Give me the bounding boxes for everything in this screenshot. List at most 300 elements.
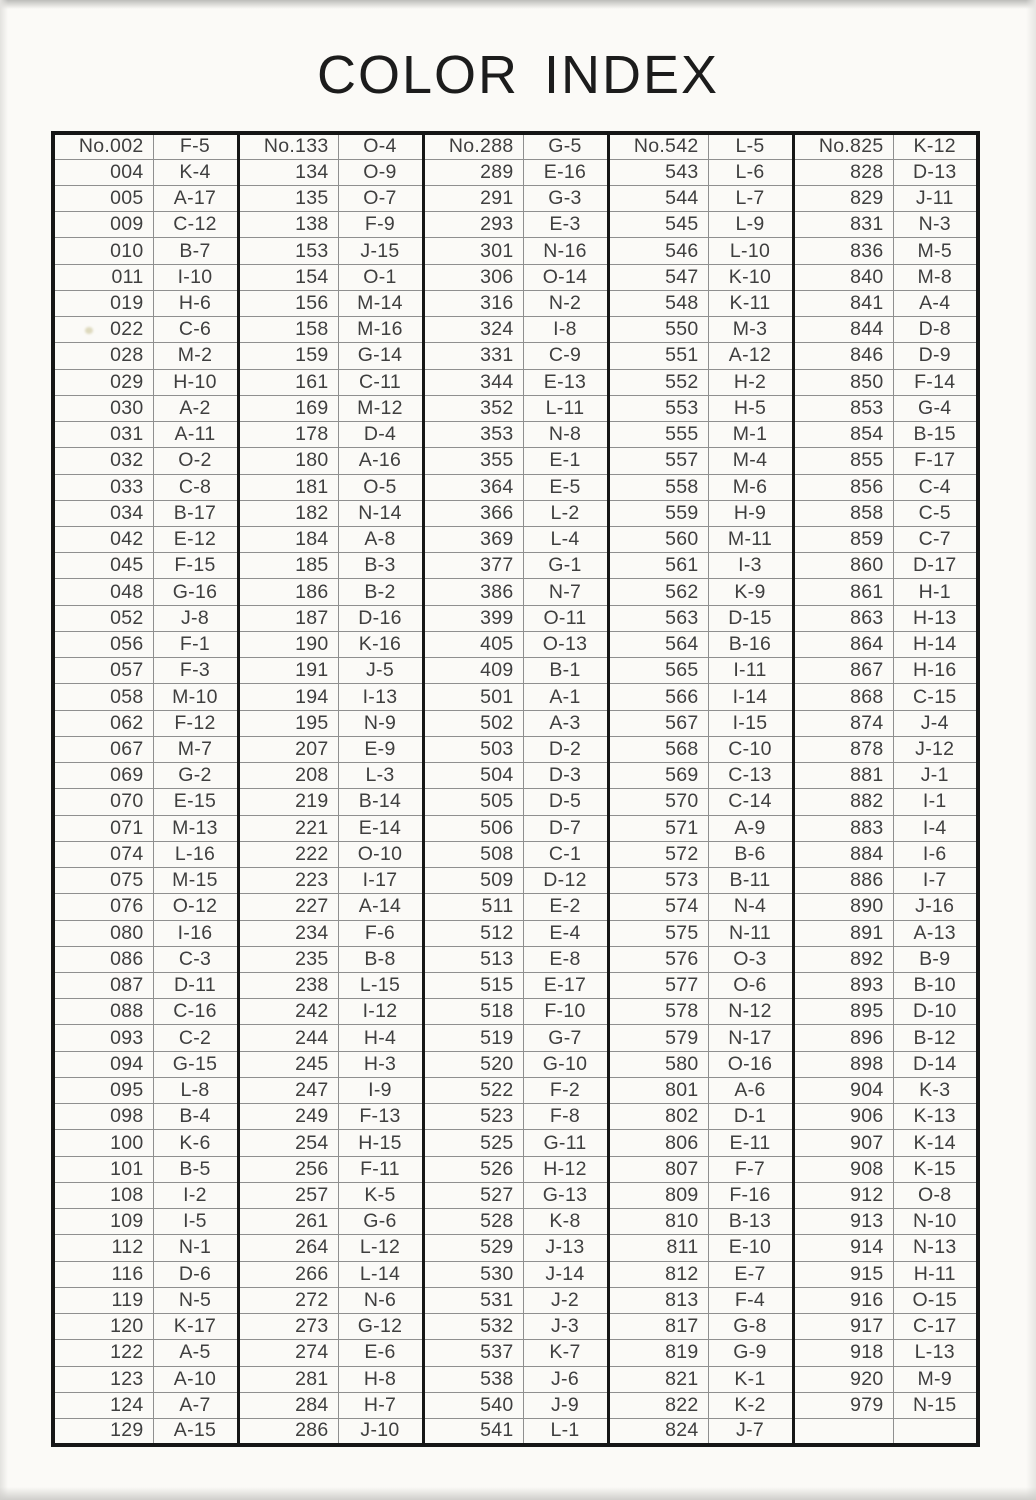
color-number-cell: 222 — [238, 841, 338, 867]
color-code-cell: I-16 — [153, 920, 238, 946]
color-code-cell: B-3 — [338, 553, 423, 579]
color-code-cell: B-13 — [708, 1209, 793, 1235]
color-code-cell: F-8 — [523, 1104, 608, 1130]
color-number-cell: 548 — [608, 290, 708, 316]
color-code-cell: A-7 — [153, 1392, 238, 1418]
color-code-cell: K-16 — [338, 631, 423, 657]
color-number-cell: 256 — [238, 1156, 338, 1182]
color-number-cell: 519 — [423, 1025, 523, 1051]
color-code-cell: I-1 — [893, 789, 978, 815]
color-number-cell: 070 — [53, 789, 153, 815]
color-number-cell: 819 — [608, 1340, 708, 1366]
color-code-cell: N-10 — [893, 1209, 978, 1235]
color-number-cell: 530 — [423, 1261, 523, 1287]
color-number-cell: 301 — [423, 238, 523, 264]
color-code-cell: F-1 — [153, 631, 238, 657]
color-number-cell: 109 — [53, 1209, 153, 1235]
color-code-cell: D-3 — [523, 763, 608, 789]
color-number-cell: 846 — [793, 343, 893, 369]
color-code-cell: A-6 — [708, 1077, 793, 1103]
color-number-cell: 844 — [793, 317, 893, 343]
color-code-cell: D-5 — [523, 789, 608, 815]
color-index-table — [51, 131, 980, 1447]
color-number-cell: 005 — [53, 185, 153, 211]
color-code-cell: A-3 — [523, 710, 608, 736]
color-code-cell: I-6 — [893, 841, 978, 867]
color-number-cell: 512 — [423, 920, 523, 946]
table-row — [53, 369, 978, 395]
color-code-cell: K-6 — [153, 1130, 238, 1156]
color-number-cell: 563 — [608, 605, 708, 631]
table-row — [53, 920, 978, 946]
color-code-cell: F-9 — [338, 212, 423, 238]
color-number-cell: 505 — [423, 789, 523, 815]
color-code-cell: M-11 — [708, 527, 793, 553]
color-code-cell: K-12 — [913, 135, 956, 158]
color-number-cell: No.133 — [238, 133, 338, 159]
color-code-cell: O-4 — [338, 133, 423, 159]
color-number-cell: 802 — [608, 1104, 708, 1130]
color-code-cell: J-11 — [893, 185, 978, 211]
color-code-cell: K-10 — [708, 264, 793, 290]
color-code-cell — [893, 1418, 978, 1445]
color-code-cell: M-8 — [893, 264, 978, 290]
color-number-cell: 352 — [423, 395, 523, 421]
color-code-cell: J-16 — [893, 894, 978, 920]
color-code-cell: I-10 — [153, 264, 238, 290]
color-code-cell: I-3 — [708, 553, 793, 579]
color-number-cell: 180 — [238, 448, 338, 474]
color-code-cell: H-6 — [153, 290, 238, 316]
color-code-cell: N-2 — [523, 290, 608, 316]
color-code-cell: N-5 — [153, 1287, 238, 1313]
color-code-cell: H-8 — [338, 1366, 423, 1392]
color-number-cell: 898 — [793, 1051, 893, 1077]
color-number-cell: 544 — [608, 185, 708, 211]
color-number-cell: 892 — [793, 946, 893, 972]
color-number-cell: 071 — [53, 815, 153, 841]
color-number-cell: 522 — [423, 1077, 523, 1103]
color-number-cell: 223 — [238, 868, 338, 894]
color-number-cell: 289 — [423, 159, 523, 185]
color-number-cell: 580 — [608, 1051, 708, 1077]
color-number-cell: 917 — [793, 1314, 893, 1340]
color-number-cell: 867 — [793, 658, 893, 684]
table-row — [53, 1340, 978, 1366]
table-row — [53, 1314, 978, 1340]
color-number-cell: 863 — [793, 605, 893, 631]
color-code-cell: J-8 — [153, 605, 238, 631]
color-number-cell: 080 — [53, 920, 153, 946]
color-code-cell: I-2 — [153, 1182, 238, 1208]
color-number-cell: 158 — [238, 317, 338, 343]
color-number-cell: 022 — [53, 317, 153, 343]
table-row — [53, 212, 978, 238]
color-code-cell: K-4 — [153, 159, 238, 185]
table-row — [53, 185, 978, 211]
color-number-cell: 523 — [423, 1104, 523, 1130]
color-code-cell: A-5 — [153, 1340, 238, 1366]
color-number-cell: 861 — [793, 579, 893, 605]
color-number-cell: 094 — [53, 1051, 153, 1077]
color-code-cell: L-1 — [523, 1418, 608, 1445]
table-row — [53, 133, 978, 159]
color-code-cell: D-12 — [523, 868, 608, 894]
color-number-cell: 386 — [423, 579, 523, 605]
color-code-cell: H-1 — [893, 579, 978, 605]
color-code-cell: B-5 — [153, 1156, 238, 1182]
color-number-cell: 234 — [238, 920, 338, 946]
color-code-cell: O-7 — [338, 185, 423, 211]
color-number-cell: 032 — [53, 448, 153, 474]
color-code-cell: E-17 — [523, 973, 608, 999]
color-code-cell: B-2 — [338, 579, 423, 605]
color-code-cell: G-7 — [523, 1025, 608, 1051]
color-code-cell: D-8 — [893, 317, 978, 343]
color-code-cell: N-8 — [523, 422, 608, 448]
table-row — [53, 1156, 978, 1182]
color-code-cell: M-16 — [338, 317, 423, 343]
table-row — [53, 1182, 978, 1208]
color-code-cell: H-14 — [893, 631, 978, 657]
color-number-cell: 042 — [53, 527, 153, 553]
color-number-cell: 579 — [608, 1025, 708, 1051]
color-number-cell: 868 — [793, 684, 893, 710]
color-number-cell: 095 — [53, 1077, 153, 1103]
color-code-cell: G-5 — [523, 133, 608, 159]
color-number-cell: 576 — [608, 946, 708, 972]
color-number-cell: 100 — [53, 1130, 153, 1156]
color-code-cell: G-10 — [523, 1051, 608, 1077]
color-code-cell: D-4 — [338, 422, 423, 448]
color-index-table-body — [53, 133, 978, 1445]
color-code-cell: E-11 — [708, 1130, 793, 1156]
color-number-cell: 019 — [53, 290, 153, 316]
color-code-cell: E-1 — [523, 448, 608, 474]
color-code-cell: E-13 — [523, 369, 608, 395]
color-number-cell: 896 — [793, 1025, 893, 1051]
color-code-cell: B-17 — [153, 500, 238, 526]
color-code-cell: D-10 — [893, 999, 978, 1025]
color-number-cell: 850 — [793, 369, 893, 395]
color-number-cell: 242 — [238, 999, 338, 1025]
color-code-cell: I-13 — [338, 684, 423, 710]
color-number-cell: 572 — [608, 841, 708, 867]
color-code-cell: C-13 — [708, 763, 793, 789]
color-code-cell: L-12 — [338, 1235, 423, 1261]
color-code-cell: C-1 — [523, 841, 608, 867]
color-code-cell: A-13 — [893, 920, 978, 946]
color-code-cell: D-17 — [893, 553, 978, 579]
color-code-cell: L-14 — [338, 1261, 423, 1287]
table-row — [53, 395, 978, 421]
color-number-cell: 254 — [238, 1130, 338, 1156]
color-code-cell: N-4 — [708, 894, 793, 920]
color-code-cell: O-12 — [153, 894, 238, 920]
color-number-cell: 088 — [53, 999, 153, 1025]
color-code-cell: D-2 — [523, 736, 608, 762]
table-row — [53, 710, 978, 736]
color-number-cell: 907 — [793, 1130, 893, 1156]
color-code-cell: O-2 — [153, 448, 238, 474]
color-code-cell: N-7 — [523, 579, 608, 605]
color-code-cell: J-6 — [523, 1366, 608, 1392]
color-code-cell: C-3 — [153, 946, 238, 972]
color-number-cell: 550 — [608, 317, 708, 343]
color-number-cell: 116 — [53, 1261, 153, 1287]
color-number-cell: 052 — [53, 605, 153, 631]
table-row — [53, 448, 978, 474]
color-code-cell: A-12 — [708, 343, 793, 369]
color-number-cell: 123 — [53, 1366, 153, 1392]
color-code-cell: J-1 — [893, 763, 978, 789]
color-code-cell: O-16 — [708, 1051, 793, 1077]
color-number-cell: 858 — [793, 500, 893, 526]
color-code-cell: H-9 — [708, 500, 793, 526]
color-number-cell: 856 — [793, 474, 893, 500]
table-row — [53, 1392, 978, 1418]
color-number-cell: 886 — [793, 868, 893, 894]
color-code-cell: G-16 — [153, 579, 238, 605]
color-code-cell: M-12 — [338, 395, 423, 421]
color-number-cell: 859 — [793, 527, 893, 553]
color-number-cell: 565 — [608, 658, 708, 684]
color-code-cell: G-11 — [523, 1130, 608, 1156]
color-number-cell: 812 — [608, 1261, 708, 1287]
color-number-cell: 878 — [793, 736, 893, 762]
table-row — [53, 474, 978, 500]
table-row — [53, 684, 978, 710]
color-number-cell: 284 — [238, 1392, 338, 1418]
color-number-cell: 004 — [53, 159, 153, 185]
color-number-cell: 552 — [608, 369, 708, 395]
color-code-cell: B-15 — [893, 422, 978, 448]
color-number-cell: 029 — [53, 369, 153, 395]
color-code-cell: G-14 — [338, 343, 423, 369]
color-code-cell: A-8 — [338, 527, 423, 553]
color-code-cell: I-7 — [893, 868, 978, 894]
table-row — [53, 1130, 978, 1156]
color-code-cell: L-11 — [523, 395, 608, 421]
color-code-cell: E-3 — [523, 212, 608, 238]
color-code-cell: M-9 — [893, 1366, 978, 1392]
color-code-cell: J-7 — [708, 1418, 793, 1445]
color-number-cell: 551 — [608, 343, 708, 369]
color-code-cell: O-14 — [523, 264, 608, 290]
table-row — [53, 631, 978, 657]
color-number-cell: 531 — [423, 1287, 523, 1313]
color-code-cell: L-16 — [153, 841, 238, 867]
color-number-cell: 159 — [238, 343, 338, 369]
color-code-cell: G-12 — [338, 1314, 423, 1340]
color-code-cell: J-5 — [338, 658, 423, 684]
color-code-cell: F-13 — [338, 1104, 423, 1130]
color-number-cell: 331 — [423, 343, 523, 369]
color-number-cell: 062 — [53, 710, 153, 736]
color-code-cell: E-16 — [523, 159, 608, 185]
color-number-cell: 920 — [793, 1366, 893, 1392]
color-code-cell: I-8 — [523, 317, 608, 343]
color-number-cell: 093 — [53, 1025, 153, 1051]
color-number-cell: 033 — [53, 474, 153, 500]
color-code-cell: K-11 — [708, 290, 793, 316]
color-code-cell: K-7 — [523, 1340, 608, 1366]
table-row — [53, 658, 978, 684]
color-code-cell: F-16 — [708, 1182, 793, 1208]
color-code-cell: A-9 — [708, 815, 793, 841]
color-number-cell: 266 — [238, 1261, 338, 1287]
color-number-cell: 824 — [608, 1418, 708, 1445]
color-code-cell: K-1 — [708, 1366, 793, 1392]
color-code-cell: M-6 — [708, 474, 793, 500]
color-number-cell: 979 — [793, 1392, 893, 1418]
color-number-cell: 569 — [608, 763, 708, 789]
color-code-cell: H-3 — [338, 1051, 423, 1077]
color-number-cell: 135 — [238, 185, 338, 211]
color-number-cell: 529 — [423, 1235, 523, 1261]
table-row — [53, 1366, 978, 1392]
color-number-cell: 178 — [238, 422, 338, 448]
color-number-cell: 836 — [793, 238, 893, 264]
color-code-cell: H-10 — [153, 369, 238, 395]
color-number-cell: 122 — [53, 1340, 153, 1366]
color-code-cell: K-17 — [153, 1314, 238, 1340]
color-number-cell: 822 — [608, 1392, 708, 1418]
color-code-cell: F-6 — [338, 920, 423, 946]
color-code-cell: D-9 — [893, 343, 978, 369]
color-number-cell: 249 — [238, 1104, 338, 1130]
color-number-cell: 817 — [608, 1314, 708, 1340]
color-code-cell: H-2 — [708, 369, 793, 395]
table-row — [53, 946, 978, 972]
color-number-cell: 538 — [423, 1366, 523, 1392]
color-code-cell: G-8 — [708, 1314, 793, 1340]
color-number-cell: 056 — [53, 631, 153, 657]
color-number-cell: 511 — [423, 894, 523, 920]
color-code-cell: L-7 — [708, 185, 793, 211]
color-code-cell: I-4 — [893, 815, 978, 841]
color-code-cell: M-13 — [153, 815, 238, 841]
color-code-cell: C-6 — [153, 317, 238, 343]
color-number-cell: 409 — [423, 658, 523, 684]
color-code-cell: L-6 — [708, 159, 793, 185]
color-number-cell: 274 — [238, 1340, 338, 1366]
color-number-cell: 186 — [238, 579, 338, 605]
color-number-cell: 562 — [608, 579, 708, 605]
color-number-cell: 208 — [238, 763, 338, 789]
color-code-cell: B-16 — [708, 631, 793, 657]
color-number-cell: 882 — [793, 789, 893, 815]
color-code-cell: D-11 — [153, 973, 238, 999]
color-code-cell: M-7 — [153, 736, 238, 762]
color-number-cell: 547 — [608, 264, 708, 290]
table-row — [53, 999, 978, 1025]
color-number-cell: 075 — [53, 868, 153, 894]
color-code-cell: N-15 — [893, 1392, 978, 1418]
color-number-cell: 811 — [608, 1235, 708, 1261]
color-number-cell: 527 — [423, 1182, 523, 1208]
color-number-cell: 895 — [793, 999, 893, 1025]
color-number-cell: 558 — [608, 474, 708, 500]
color-number-cell: 506 — [423, 815, 523, 841]
color-code-cell: C-15 — [893, 684, 978, 710]
color-code-cell: O-5 — [338, 474, 423, 500]
color-number-cell: 853 — [793, 395, 893, 421]
color-code-cell: L-2 — [523, 500, 608, 526]
color-code-cell: K-14 — [893, 1130, 978, 1156]
color-code-cell: O-6 — [708, 973, 793, 999]
color-code-cell: F-10 — [523, 999, 608, 1025]
color-number-cell: 501 — [423, 684, 523, 710]
color-code-cell: F-3 — [153, 658, 238, 684]
color-code-cell: L-15 — [338, 973, 423, 999]
color-number-cell: 821 — [608, 1366, 708, 1392]
color-code-cell: C-14 — [708, 789, 793, 815]
color-code-cell: K-3 — [893, 1077, 978, 1103]
color-code-cell: E-12 — [153, 527, 238, 553]
color-code-cell: D-7 — [523, 815, 608, 841]
scan-edge-shadow-top — [0, 0, 1036, 10]
color-code-cell: C-9 — [523, 343, 608, 369]
color-number-cell: 855 — [793, 448, 893, 474]
color-code-cell: J-3 — [523, 1314, 608, 1340]
color-number-cell: 890 — [793, 894, 893, 920]
color-number-cell: 291 — [423, 185, 523, 211]
color-code-cell: N-6 — [338, 1287, 423, 1313]
color-code-cell: G-15 — [153, 1051, 238, 1077]
color-code-cell: J-14 — [523, 1261, 608, 1287]
color-code-cell: F-12 — [153, 710, 238, 736]
color-code-cell: J-2 — [523, 1287, 608, 1313]
color-number-cell: 509 — [423, 868, 523, 894]
color-code-cell: E-15 — [153, 789, 238, 815]
color-code-cell: E-14 — [338, 815, 423, 841]
color-number-cell: 031 — [53, 422, 153, 448]
color-number-cell: 344 — [423, 369, 523, 395]
color-number-cell: 553 — [608, 395, 708, 421]
color-code-cell: I-14 — [708, 684, 793, 710]
color-code-cell: C-8 — [153, 474, 238, 500]
color-number-cell: 574 — [608, 894, 708, 920]
color-number-cell: 405 — [423, 631, 523, 657]
color-number-cell: 154 — [238, 264, 338, 290]
color-number-cell: 238 — [238, 973, 338, 999]
color-number-cell: 577 — [608, 973, 708, 999]
color-number-cell: 520 — [423, 1051, 523, 1077]
color-number-cell: 034 — [53, 500, 153, 526]
color-code-cell: H-13 — [893, 605, 978, 631]
table-row — [53, 789, 978, 815]
color-number-cell: 504 — [423, 763, 523, 789]
color-code-cell: L-8 — [153, 1077, 238, 1103]
color-number-cell: 525 — [423, 1130, 523, 1156]
table-row — [53, 1104, 978, 1130]
color-number-cell: 918 — [793, 1340, 893, 1366]
color-code-cell: G-1 — [523, 553, 608, 579]
color-number-cell: 076 — [53, 894, 153, 920]
color-number-cell: 108 — [53, 1182, 153, 1208]
color-code-cell: A-17 — [153, 185, 238, 211]
color-number-cell: 399 — [423, 605, 523, 631]
table-row — [53, 422, 978, 448]
table-row — [53, 868, 978, 894]
color-number-cell: 364 — [423, 474, 523, 500]
color-number-cell: 245 — [238, 1051, 338, 1077]
color-code-cell: N-3 — [893, 212, 978, 238]
color-code-cell: B-12 — [893, 1025, 978, 1051]
color-code-cell: H-16 — [893, 658, 978, 684]
color-number-cell: 045 — [53, 553, 153, 579]
